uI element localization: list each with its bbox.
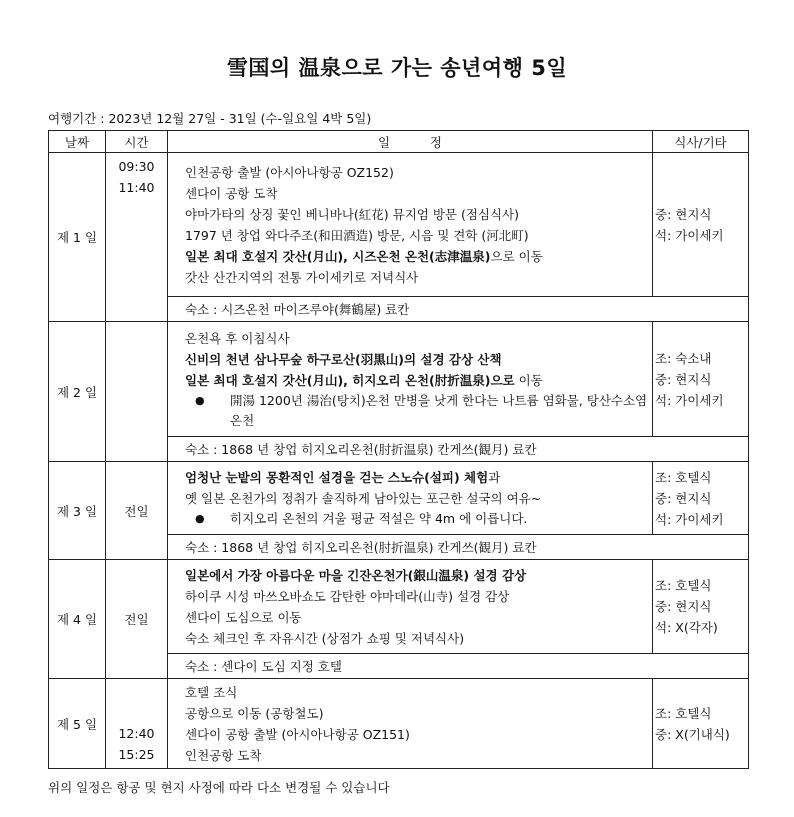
- meal-item: 중: X(기내식): [655, 726, 730, 742]
- header-time: 시간: [106, 131, 168, 153]
- plan-bullet: ● 히지오리 온천의 겨울 평균 적설은 약 4m 에 이릅니다.: [185, 509, 652, 529]
- time-value: 09:30: [118, 159, 155, 174]
- meal-item: 조: 호텔식: [655, 578, 712, 593]
- itinerary-table: [48, 130, 749, 769]
- meal-item: 석: X(각자): [655, 620, 718, 635]
- plan-line: 센다이 공항 출발 (아시아나항공 OZ151): [185, 726, 410, 742]
- plan-line: 숙소 체크인 후 자유시간 (상점가 쇼핑 및 저녁식사): [185, 630, 465, 646]
- plan-highlight: 일본 최대 호설지 갓산(月山), 히지오리 온천(肘折温泉)으로: [185, 372, 515, 388]
- meal-item: 중: 현지식: [655, 490, 712, 506]
- plan-bullet: ● 開湯 1200년 湯治(탕치)온천 만병을 낫게 한다는 나트륨 염화물, 탕산수소염 온천: [185, 391, 652, 431]
- meal-item: 중: 현지식: [655, 206, 712, 222]
- day4-stay: 숙소 : 센다이 도심 지정 호텔: [168, 654, 749, 679]
- plan-highlight: 일본 최대 호설지 갓산(月山), 시즈온천 온천(志津温泉): [185, 248, 491, 264]
- plan-highlight: 엄청난 눈밭의 몽환적인 설경을 걷는 스노슈(설피) 체험: [185, 470, 489, 485]
- day1-meals: [653, 153, 749, 297]
- meal-item: 중: 현지식: [655, 371, 712, 387]
- time-value: 11:40: [118, 180, 155, 195]
- plan-line: 1797 년 창업 와다주조(和田酒造) 방문, 시음 및 견학 (河北町): [185, 227, 529, 243]
- page-title: 雪国의 温泉으로 가는 송년여행 5일: [226, 56, 568, 80]
- footer-note: 위의 일정은 항공 및 현지 사정에 따라 다소 변경될 수 있습니다: [48, 780, 390, 795]
- header-row: [49, 131, 749, 153]
- day4-meals: [653, 560, 749, 654]
- day2-time: [106, 322, 168, 462]
- day2-meals: [653, 322, 749, 437]
- header-plan: 일 정: [168, 131, 653, 153]
- meal-item: 석: 가이세키: [655, 511, 724, 527]
- plan-line: [185, 246, 652, 267]
- meal-item: 조: 호텔식: [655, 469, 712, 485]
- time-value: 15:25: [118, 747, 155, 762]
- day2-plan: [168, 322, 653, 437]
- day4-label: 제 4 일: [49, 560, 106, 679]
- plan-line-tail: 으로 이동: [490, 248, 543, 264]
- day1-times: [106, 153, 168, 322]
- day1-stay: 숙소 : 시즈온천 마이즈루야(舞鶴屋) 료칸: [168, 297, 749, 322]
- day1-plan: [168, 153, 653, 297]
- plan-line: 인천공항 출발 (아시아나항공 OZ152): [185, 164, 394, 180]
- day2-stay: 숙소 : 1868 년 창업 히지오리온천(肘折温泉) 칸게쓰(観月) 료칸: [168, 437, 749, 462]
- meal-item: 중: 현지식: [655, 599, 712, 614]
- day1-label: 제 1 일: [49, 153, 106, 322]
- day5-plan: [168, 679, 653, 769]
- day3-meals: [653, 462, 749, 535]
- plan-line: 공항으로 이동 (공항철도): [185, 705, 324, 721]
- meal-item: 석: 가이세키: [655, 227, 724, 243]
- plan-line: 호텔 조식: [185, 684, 238, 700]
- day2-row: [49, 322, 749, 437]
- day3-row: [49, 462, 749, 535]
- time-value: 12:40: [118, 726, 155, 741]
- plan-line-tail: 과: [488, 470, 501, 485]
- day4-row: [49, 560, 749, 654]
- plan-line: 신비의 천년 삼나무숲 하구로산(羽黒山)의 설경 감상 산책: [185, 351, 502, 367]
- travel-period: 여행기간 : 2023년 12월 27일 - 31일 (수-일요일 4박 5일): [48, 111, 372, 126]
- plan-line: [185, 370, 652, 391]
- meal-item: 조: 숙소내: [655, 350, 712, 366]
- plan-line: [185, 467, 652, 488]
- day5-times: [106, 679, 168, 769]
- plan-line: 센다이 도심으로 이동: [185, 609, 302, 625]
- meal-item: 조: 호텔식: [655, 705, 712, 721]
- day4-plan: [168, 560, 653, 654]
- day5-label: 제 5 일: [49, 679, 106, 769]
- plan-line: 온천욕 후 이침식사: [185, 330, 290, 346]
- plan-line: 갓산 산간지역의 전통 가이세키로 저녁식사: [185, 269, 419, 285]
- plan-line: 옛 일본 온천가의 정취가 솔직하게 남아있는 포근한 설국의 여유~: [185, 491, 542, 506]
- day5-row: [49, 679, 749, 769]
- day4-time: 전일: [106, 560, 168, 679]
- day5-meals: [653, 679, 749, 769]
- day1-row: [49, 153, 749, 297]
- day2-label: 제 2 일: [49, 322, 106, 462]
- header-meal: 식사/기타: [653, 131, 749, 153]
- day3-time: 전일: [106, 462, 168, 560]
- day3-plan: [168, 462, 653, 535]
- plan-line: 하이쿠 시성 마쓰오바쇼도 감탄한 야마데라(山寺) 설경 감상: [185, 588, 510, 604]
- plan-line: 일본에서 가장 아름다운 마을 긴잔온천가(銀山温泉) 설경 감상: [185, 567, 527, 583]
- day3-label: 제 3 일: [49, 462, 106, 560]
- header-day: 날짜: [49, 131, 106, 153]
- plan-line-tail: 이동: [514, 372, 543, 388]
- plan-line: 센다이 공항 도착: [185, 185, 278, 201]
- plan-line: 야마가타의 상징 꽃인 베니바나(紅花) 뮤지엄 방문 (점심식사): [185, 206, 519, 222]
- meal-item: 석: 가이세키: [655, 392, 724, 408]
- day3-stay: 숙소 : 1868 년 창업 히지오리온천(肘折温泉) 칸게쓰(観月) 료칸: [168, 535, 749, 560]
- plan-line: 인천공항 도착: [185, 747, 262, 763]
